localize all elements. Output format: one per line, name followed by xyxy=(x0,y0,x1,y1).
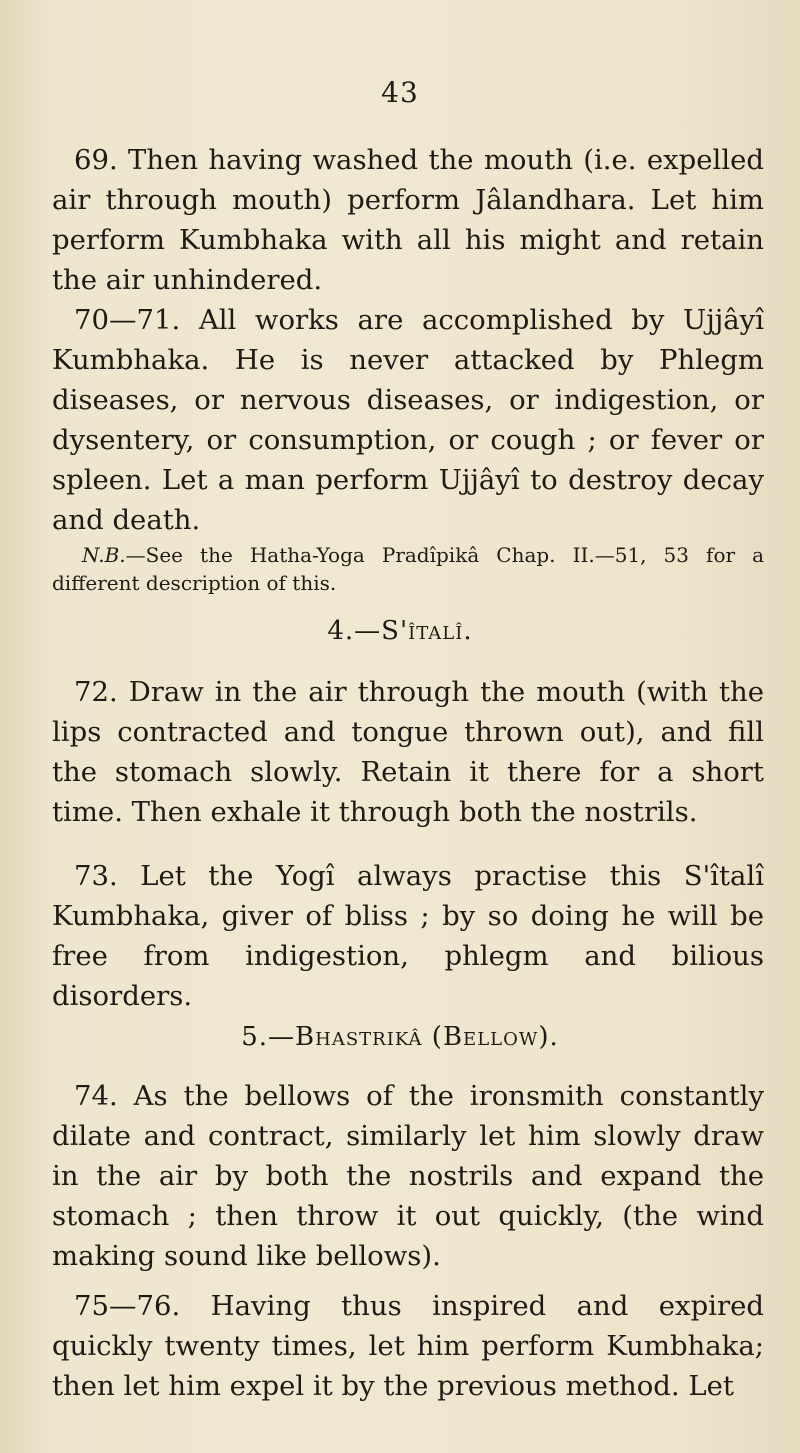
paragraph-72: 72. Draw in the air through the mouth (with the lips contracted and tongue thrown out), and fill the stomach slowly. Retain it there for a short time. Then exhale it through both the nostrils. xyxy=(52,676,764,828)
footnote-text: —See the Hatha-Yoga Pradîpikâ Chap. II.—51, 53 for a different description of this. xyxy=(52,543,764,595)
paragraph-73: 73. Let the Yogî always practise this S'îtalî Kumbhaka, giver of bliss ; by so doing he will be free from indigestion, phlegm and bilious disorders. xyxy=(52,860,764,1012)
paragraph-75-76: 75—76. Having thus inspired and expired quickly twenty times, let him perform Kumbhaka; then let him expel it by the previous method. Let xyxy=(52,1290,764,1402)
paragraph-69: 69. Then having washed the mouth (i.e. expelled air through mouth) perform Jâlandhara. Let him perform Kumbhaka with all his might and retain the air unhindered. xyxy=(52,144,764,296)
footnote-label: N.B. xyxy=(82,543,126,567)
page-number: 43 xyxy=(381,76,419,109)
section-heading-sitali: 4.—S'îtalî. xyxy=(327,616,473,646)
paragraph-70-71: 70—71. All works are accomplished by Ujjâyî Kumbhaka. He is never attacked by Phlegm diseases, or nervous diseases, or indigestion, or dysentery, or consumption, or cough ; or fever or spleen. Let a man perform Ujjâyî to destroy decay and death. xyxy=(52,304,764,536)
paragraph-74: 74. As the bellows of the ironsmith constantly dilate and contract, similarly let him slowly draw in the air by both the nostrils and expand the stomach ; then throw it out quickly, (the wind making sound like bellows). xyxy=(52,1080,764,1272)
section-heading-bhastrika: 5.—Bhastrikâ (Bellow). xyxy=(241,1022,559,1052)
footnote xyxy=(52,541,764,597)
